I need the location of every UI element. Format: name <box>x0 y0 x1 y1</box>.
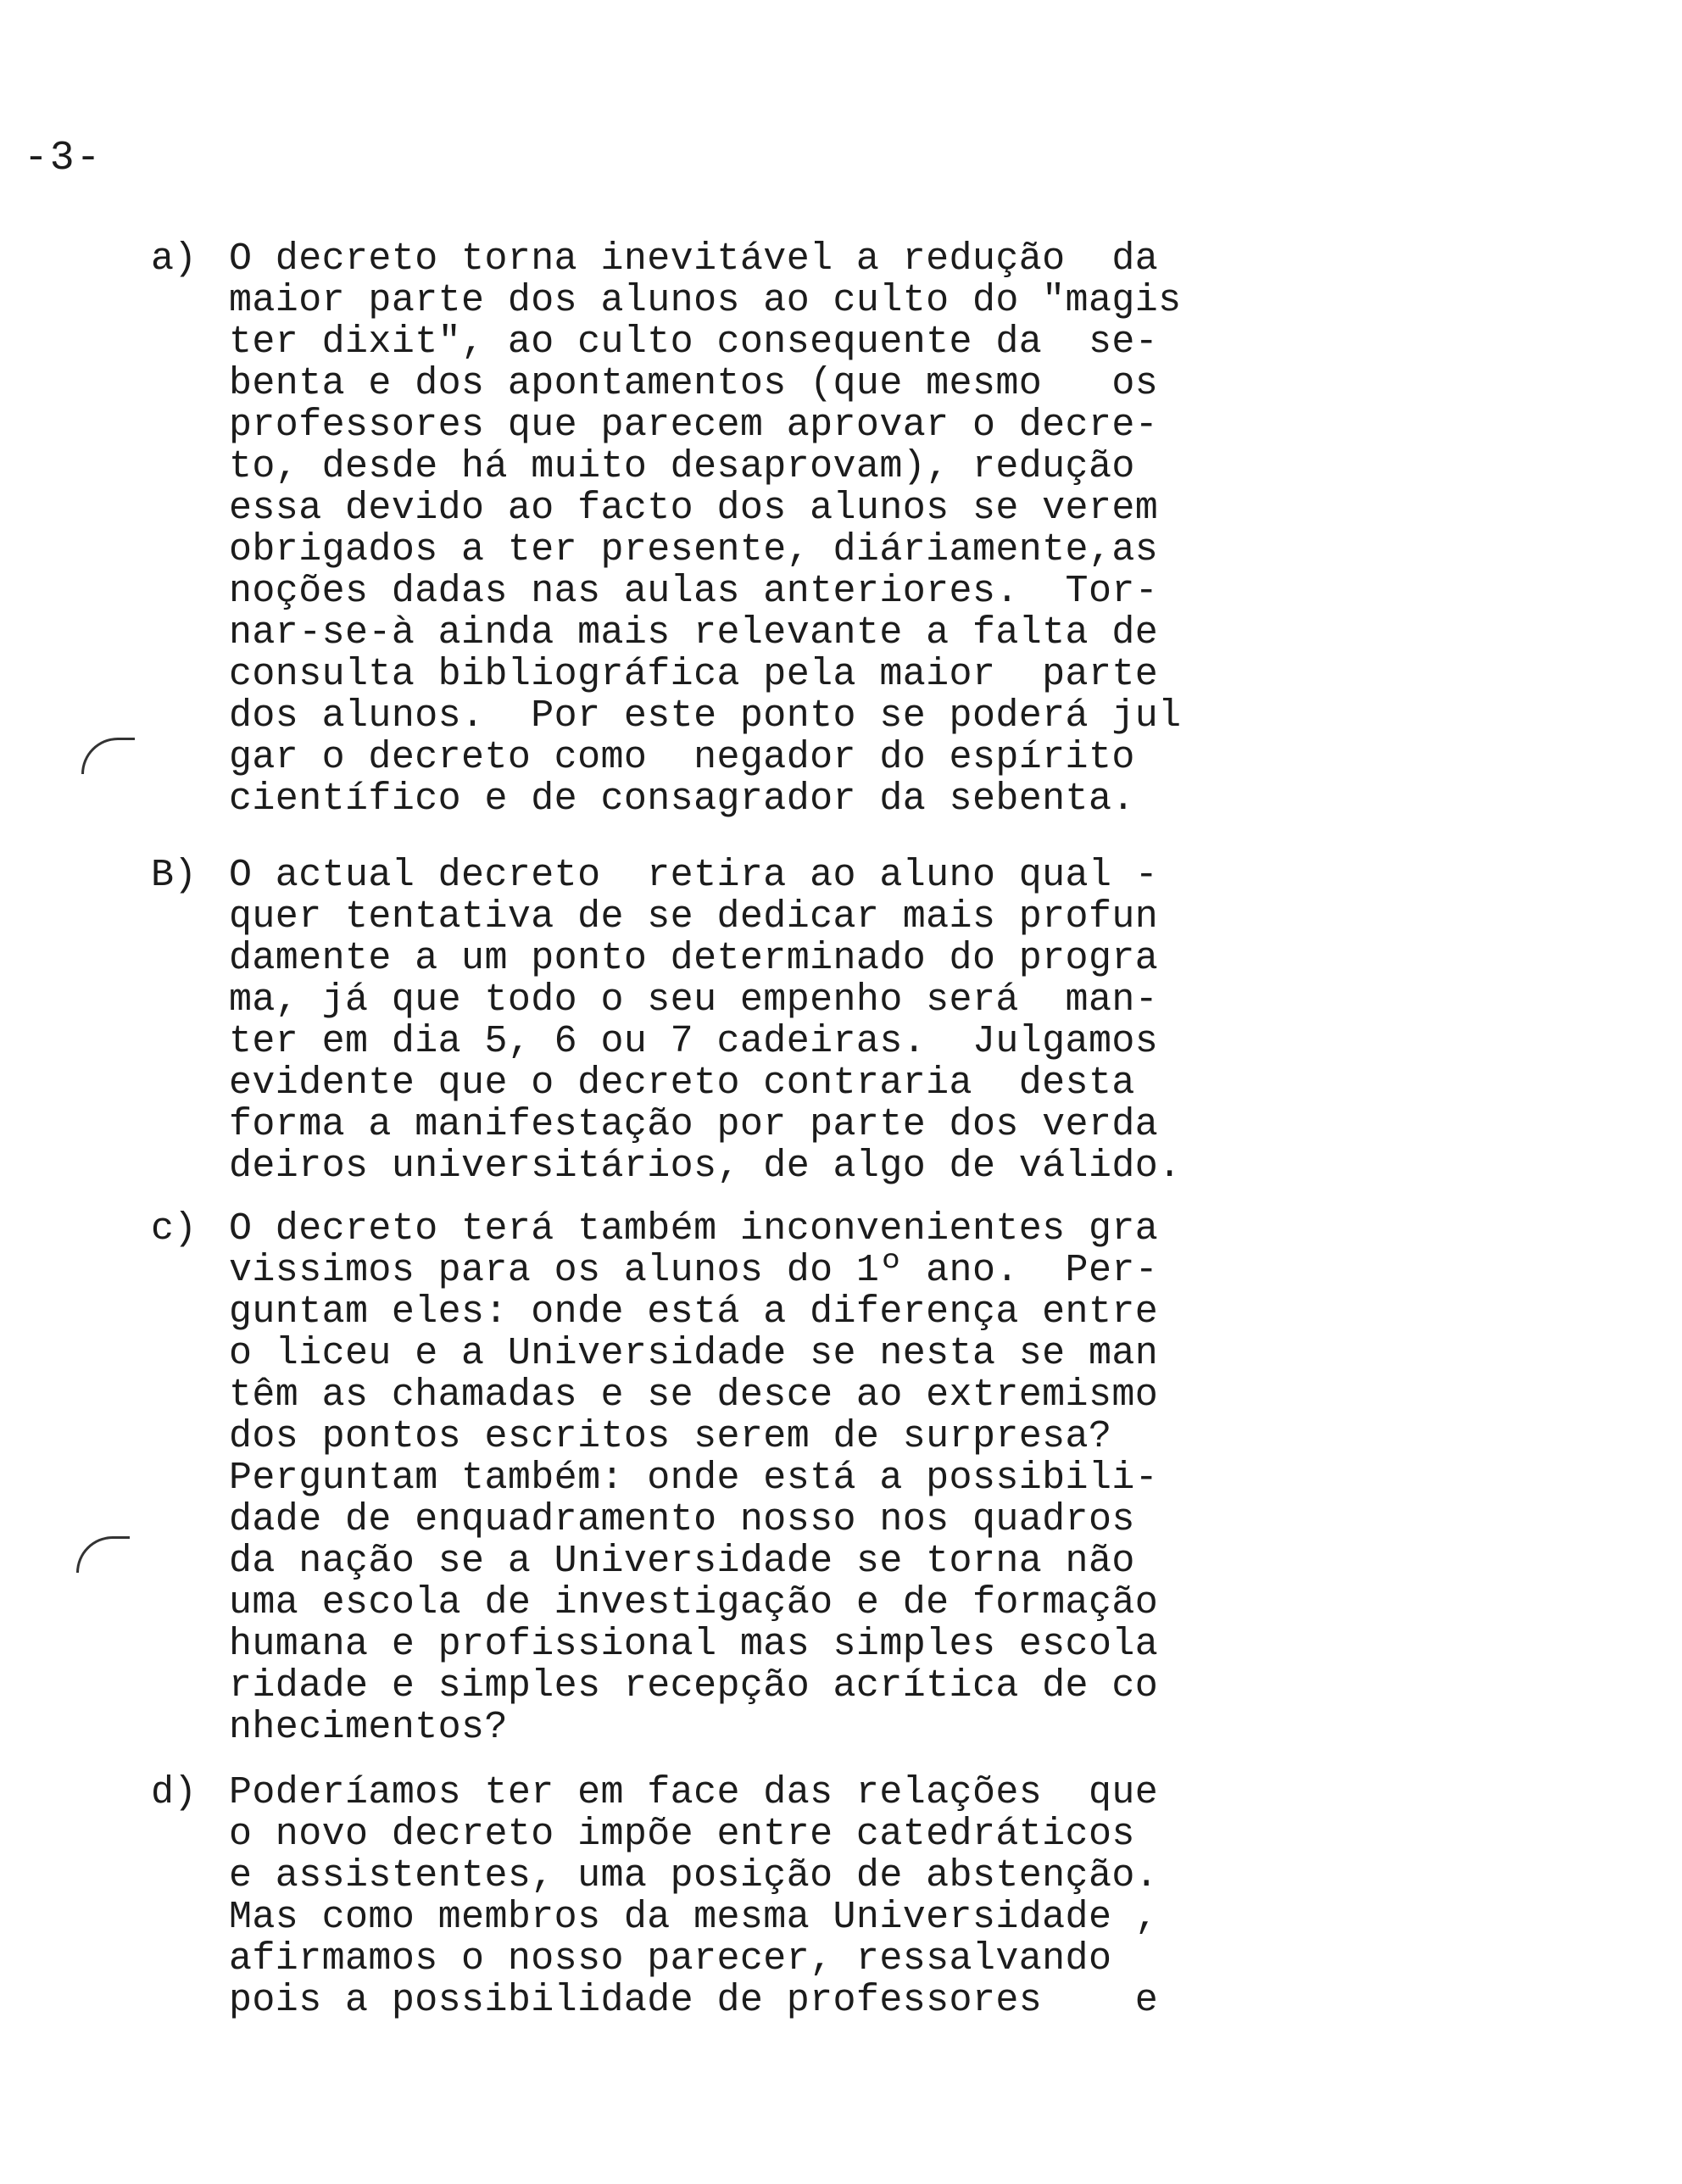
text-line: Perguntam também: onde está a possibili- <box>229 1457 1159 1500</box>
section-body <box>229 1772 1158 2021</box>
text-line: ter dixit", ao culto consequente da se- <box>229 320 1159 364</box>
margin-mark <box>76 1536 130 1573</box>
text-line: ma, já que todo o seu empenho será man- <box>229 978 1159 1022</box>
section-label: a) <box>151 237 198 281</box>
text-line: essa devido ao facto dos alunos se verem <box>229 487 1159 530</box>
text-line: uma escola de investigação e de formação <box>229 1581 1159 1624</box>
section-body <box>229 1208 1158 1748</box>
text-line: to, desde há muito desaprovam), redução <box>229 445 1135 488</box>
text-line: deiros universitários, de algo de válido. <box>229 1145 1182 1188</box>
text-line: damente a um ponto determinado do progra <box>229 937 1159 980</box>
text-line: evidente que o decreto contraria desta <box>229 1061 1135 1105</box>
text-line: forma a manifestação por parte dos verda <box>229 1103 1159 1146</box>
text-line: têm as chamadas e se desce ao extremismo <box>229 1373 1159 1417</box>
text-line: ridade e simples recepção acrítica de co <box>229 1664 1159 1708</box>
text-line: professores que parecem aprovar o decre- <box>229 404 1159 447</box>
text-line: humana e profissional mas simples escola <box>229 1623 1159 1666</box>
text-line: científico e de consagrador da sebenta. <box>229 777 1135 821</box>
text-line: ter em dia 5, 6 ou 7 cadeiras. Julgamos <box>229 1020 1159 1063</box>
text-line: dos alunos. Por este ponto se poderá jul <box>229 694 1182 738</box>
text-line: dos pontos escritos serem de surpresa? <box>229 1415 1112 1458</box>
text-line: afirmamos o nosso parecer, ressalvando <box>229 1937 1112 1981</box>
text-line: o liceu e a Universidade se nesta se man <box>229 1332 1159 1375</box>
section-label: d) <box>151 1771 198 1814</box>
text-line: gar o decreto como negador do espírito <box>229 736 1135 779</box>
section-label: B) <box>151 854 198 897</box>
text-line: Mas como membros da mesma Universidade , <box>229 1896 1159 1939</box>
text-line: maior parte dos alunos ao culto do "magis <box>229 279 1182 322</box>
text-line: da nação se a Universidade se torna não <box>229 1540 1135 1583</box>
text-line: O decreto terá também inconvenientes gra <box>229 1207 1159 1251</box>
section-label: c) <box>151 1207 198 1251</box>
text-line: O actual decreto retira ao aluno qual - <box>229 854 1159 897</box>
text-line: pois a possibilidade de professores e <box>229 1979 1159 2022</box>
text-line: e assistentes, uma posição de abstenção. <box>229 1854 1159 1897</box>
section-body <box>229 238 1182 820</box>
text-line: nar-se-à ainda mais relevante a falta de <box>229 611 1159 655</box>
text-line: vissimos para os alunos do 1º ano. Per- <box>229 1249 1159 1292</box>
text-line: noções dadas nas aulas anteriores. Tor- <box>229 570 1159 613</box>
text-line: obrigados a ter presente, diáriamente,as <box>229 528 1159 571</box>
text-line: nhecimentos? <box>229 1706 508 1749</box>
margin-mark <box>81 738 135 774</box>
text-line: O decreto torna inevitável a redução da <box>229 237 1159 281</box>
text-line: consulta bibliográfica pela maior parte <box>229 653 1159 696</box>
text-line: benta e dos apontamentos (que mesmo os <box>229 362 1159 405</box>
text-line: Poderíamos ter em face das relações que <box>229 1771 1159 1814</box>
section-body <box>229 855 1182 1187</box>
text-line: guntam eles: onde está a diferença entre <box>229 1290 1159 1334</box>
page-number: -3- <box>24 136 103 181</box>
text-line: quer tentativa de se dedicar mais profun <box>229 895 1159 939</box>
text-line: dade de enquadramento nosso nos quadros <box>229 1498 1135 1541</box>
text-line: o novo decreto impõe entre catedráticos <box>229 1813 1135 1856</box>
